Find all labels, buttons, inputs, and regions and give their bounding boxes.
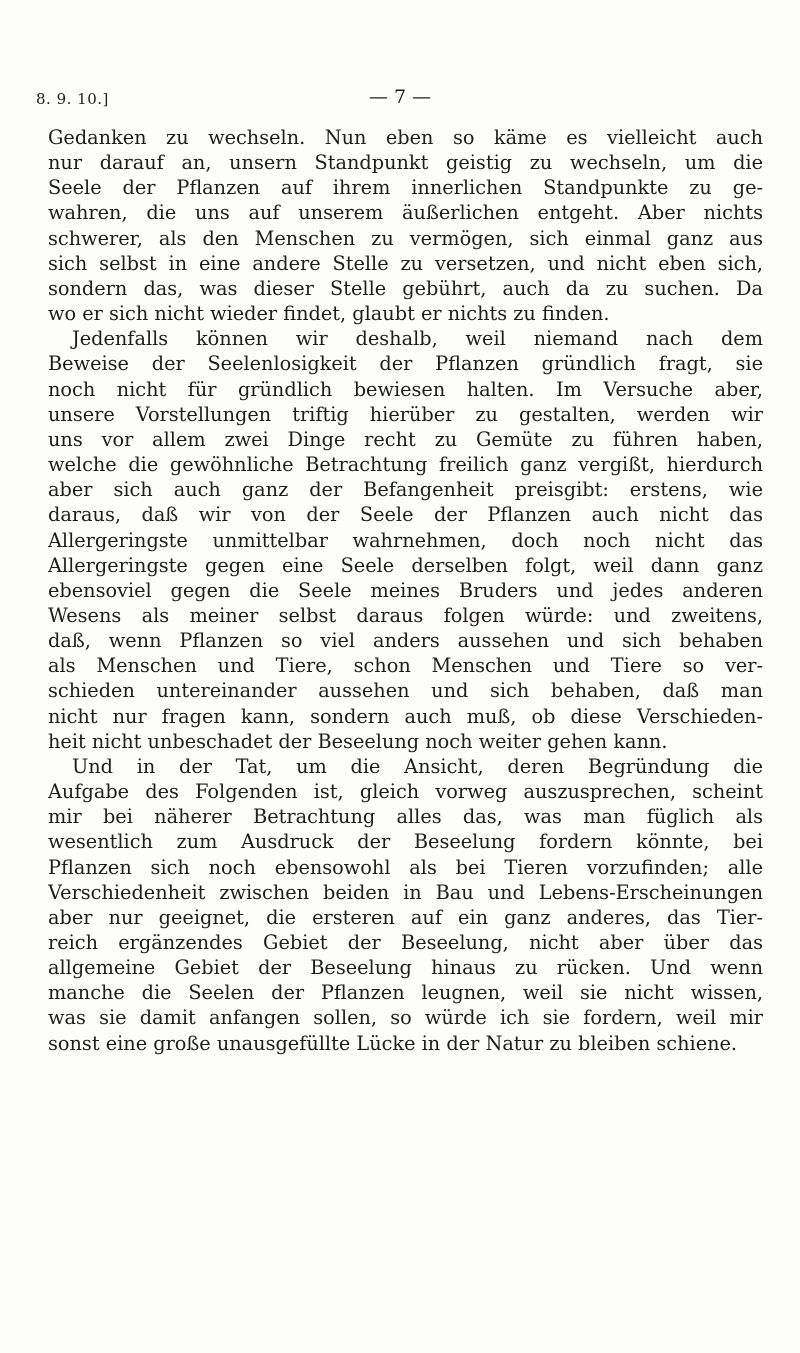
- text-line: Aufgabe des Folgenden ist, gleich vorweg auszusprechen, scheint: [48, 780, 763, 804]
- text-line: nur darauf an, unsern Standpunkt geistig zu wechseln, um die: [48, 151, 763, 175]
- text-line: welche die gewöhnliche Betrachtung freilich ganz vergißt, hierdurch: [48, 453, 763, 477]
- text-line: manche die Seelen der Pflanzen leugnen, weil sie nicht wissen,: [48, 981, 763, 1005]
- text-line: Und in der Tat, um die Ansicht, deren Begründung die: [72, 754, 763, 778]
- text-line: ebensoviel gegen die Seele meines Bruders und jedes anderen: [48, 578, 763, 602]
- text-line: Jedenfalls können wir deshalb, weil niemand nach dem: [72, 327, 763, 351]
- text-line: schieden untereinander aussehen und sich behaben, daß man: [48, 679, 763, 703]
- text-line: wesentlich zum Ausdruck der Beseelung fordern könnte, bei: [48, 830, 763, 854]
- page-header: [36, 86, 764, 116]
- text-line: sich selbst in eine andere Stelle zu versetzen, und nicht eben sich,: [48, 251, 763, 275]
- text-line: wo er sich nicht wieder findet, glaubt er nichts zu finden.: [48, 302, 610, 326]
- text-line: als Menschen und Tiere, schon Menschen und Tiere so ver-: [48, 654, 763, 678]
- text-line: Allergeringste gegen eine Seele derselben folgt, weil dann ganz: [48, 553, 763, 577]
- section-reference: 8. 9. 10.]: [36, 90, 109, 108]
- text-line: Wesens als meiner selbst daraus folgen würde: und zweitens,: [48, 603, 763, 627]
- text-line: reich ergänzendes Gebiet der Beseelung, nicht aber über das: [48, 931, 763, 954]
- text-line: Verschiedenheit zwischen beiden in Bau und Lebens-Erscheinungen: [48, 880, 763, 904]
- text-line: was sie damit anfangen sollen, so würde ich sie fordern, weil mir: [48, 1006, 763, 1030]
- text-line: Seele der Pflanzen auf ihrem innerlichen Standpunkte zu ge-: [48, 176, 763, 200]
- text-line: heit nicht unbeschadet der Beseelung noch weiter gehen kann.: [48, 729, 668, 753]
- text-line: aber sich auch ganz der Befangenheit preisgibt: erstens, wie: [48, 478, 763, 502]
- text-line: allgemeine Gebiet der Beseelung hinaus zu rücken. Und wenn: [48, 956, 763, 980]
- text-line: Allergeringste unmittelbar wahrnehmen, doch noch nicht das: [48, 528, 763, 552]
- text-line: wahren, die uns auf unserem äußerlichen entgeht. Aber nichts: [48, 201, 763, 225]
- text-line: sondern das, was dieser Stelle gebührt, auch da zu suchen. Da: [48, 276, 763, 300]
- body-text: [48, 125, 763, 1056]
- text-line: daraus, daß wir von der Seele der Pflanzen auch nicht das: [48, 503, 763, 527]
- text-line: aber nur geeignet, die ersteren auf ein ganz anderes, das Tier-: [48, 905, 763, 929]
- text-line: noch nicht für gründlich bewiesen halten. Im Versuche aber,: [48, 377, 763, 401]
- text-line: daß, wenn Pflanzen so viel anders aussehen und sich behaben: [48, 629, 763, 653]
- text-line: Beweise der Seelenlosigkeit der Pflanzen gründlich fragt, sie: [48, 352, 763, 376]
- text-line: uns vor allem zwei Dinge recht zu Gemüte zu führen haben,: [48, 427, 763, 451]
- text-line: mir bei näherer Betrachtung alles das, was man füglich als: [48, 805, 763, 829]
- text-line: sonst eine große unausgefüllte Lücke in der Natur zu bleiben schiene.: [48, 1031, 738, 1055]
- text-line: schwerer, als den Menschen zu vermögen, sich einmal ganz aus: [48, 226, 763, 250]
- text-line: nicht nur fragen kann, sondern auch muß, ob diese Verschieden-: [48, 704, 763, 728]
- text-line: Gedanken zu wechseln. Nun eben so käme es vielleicht auch: [48, 126, 763, 149]
- page-number: — 7 —: [368, 86, 432, 108]
- text-line: Pflanzen sich noch ebensowohl als bei Tieren vorzufinden; alle: [48, 855, 763, 879]
- text-line: unsere Vorstellungen triftig hierüber zu gestalten, werden wir: [48, 402, 763, 426]
